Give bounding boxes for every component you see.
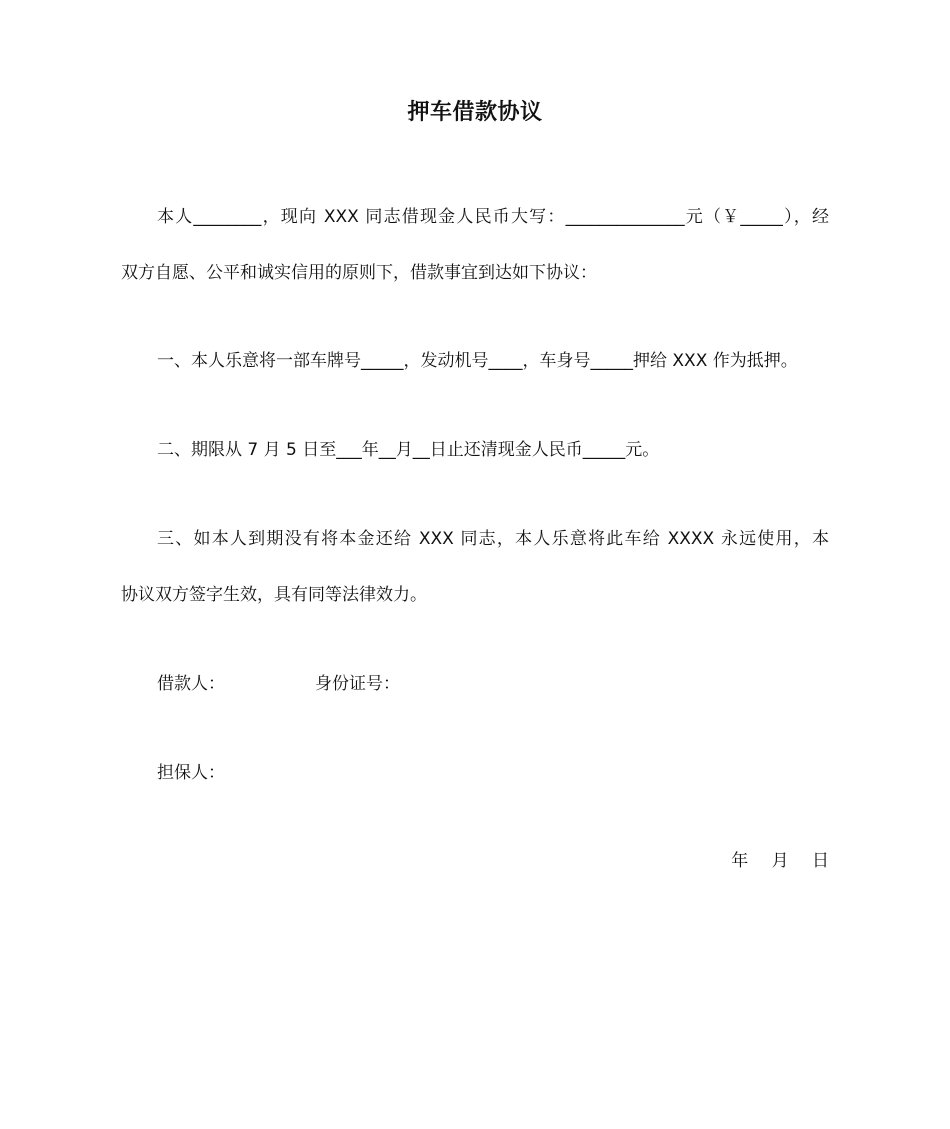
date-year: 年 [731, 851, 749, 871]
clause-2: 二、期限从 7 月 5 日至___年__月__日止还清现金人民币_____元。 [157, 440, 660, 460]
date-day: 日 [812, 851, 829, 871]
document-title: 押车借款协议 [407, 100, 543, 125]
guarantor-label: 担保人： [157, 763, 225, 783]
date-month: 月 [771, 851, 789, 871]
signing-date [731, 848, 829, 874]
clause-3-line-1: 三、如本人到期没有将本金还给 XXX 同志，本人乐意将此车给 XXXX 永远使用，本 [157, 529, 829, 549]
id-number-label: 身份证号： [315, 674, 400, 694]
clause-3-line-2: 协议双方签字生效，具有同等法律效力。 [121, 585, 427, 605]
borrower-label: 借款人： [157, 674, 225, 694]
clause-1: 一、本人乐意将一部车牌号_____，发动机号____，车身号_____押给 XXX 作为抵押。 [157, 351, 798, 371]
intro-paragraph-line-2: 双方自愿、公平和诚实信用的原则下，借款事宜到达如下协议： [121, 263, 597, 283]
intro-paragraph-line-1: 本人________，现向 XXX 同志借现金人民币大写：______________元（￥_____），经 [157, 207, 829, 227]
